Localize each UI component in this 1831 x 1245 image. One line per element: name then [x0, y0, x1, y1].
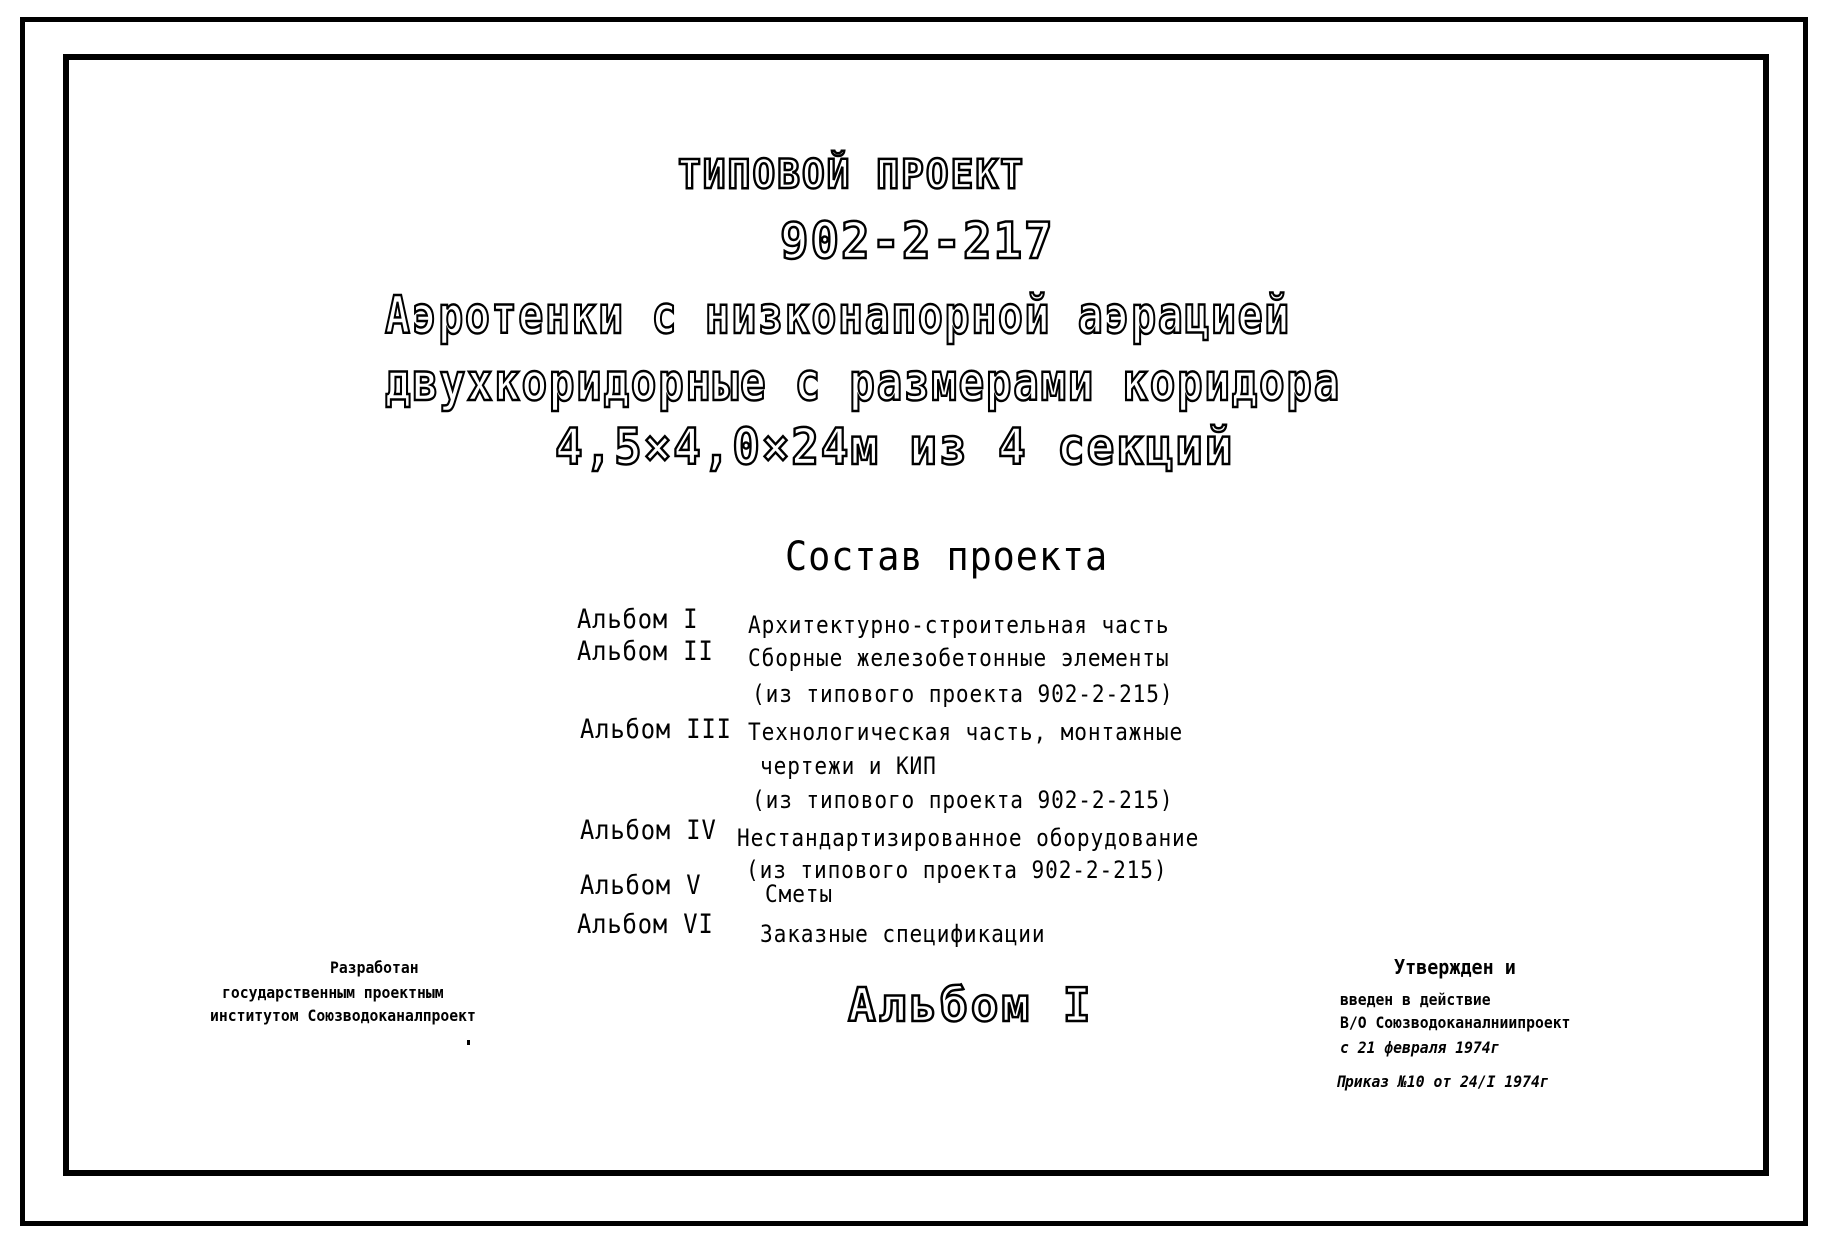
album-description: чертежи и КИП: [760, 752, 937, 780]
approval-line: введен в действие: [1340, 990, 1491, 1009]
album-source-note: (из типового проекта 902-2-215): [752, 786, 1174, 814]
project-name-line-1: Аэротенки с низконапорной аэрацией: [385, 286, 1291, 346]
album-label: Альбом VI: [577, 909, 714, 940]
composition-heading: Состав проекта: [785, 534, 1109, 580]
project-name-line-2: двухкоридорные с размерами коридора: [385, 353, 1341, 413]
developer-line: государственным проектным: [222, 983, 444, 1002]
album-source-note: (из типового проекта 902-2-215): [752, 680, 1174, 708]
approval-date: с 21 февраля 1974г: [1340, 1038, 1500, 1057]
project-number: 902-2-217: [780, 212, 1055, 270]
ink-mark: [467, 1040, 470, 1045]
current-album-title: Альбом I: [848, 978, 1094, 1032]
album-label: Альбом II: [577, 636, 714, 667]
album-description: Архитектурно-строительная часть: [748, 611, 1170, 639]
album-description: Сборные железобетонные элементы: [748, 644, 1170, 672]
album-source-note: (из типового проекта 902-2-215): [746, 856, 1168, 884]
approval-organization: В/О Союзводоканалниипроект: [1340, 1013, 1571, 1032]
album-description: Нестандартизированное оборудование: [737, 824, 1200, 852]
document-type-title: ТИПОВОЙ ПРОЕКТ: [678, 152, 1025, 198]
approval-line: Утвержден и: [1394, 955, 1516, 979]
developer-label: Разработан: [330, 958, 419, 977]
album-description: Заказные спецификации: [760, 920, 1046, 948]
album-description: Сметы: [765, 880, 833, 908]
album-label: Альбом I: [577, 604, 699, 635]
album-label: Альбом IV: [580, 815, 717, 846]
album-description: Технологическая часть, монтажные: [748, 718, 1184, 746]
developer-institute: институтом Союзводоканалпроект: [210, 1006, 476, 1025]
project-name-line-3: 4,5×4,0×24м из 4 секций: [555, 418, 1235, 476]
album-label: Альбом V: [580, 870, 702, 901]
approval-order: Приказ №10 от 24/I 1974г: [1336, 1072, 1549, 1091]
album-label: Альбом III: [580, 714, 732, 745]
